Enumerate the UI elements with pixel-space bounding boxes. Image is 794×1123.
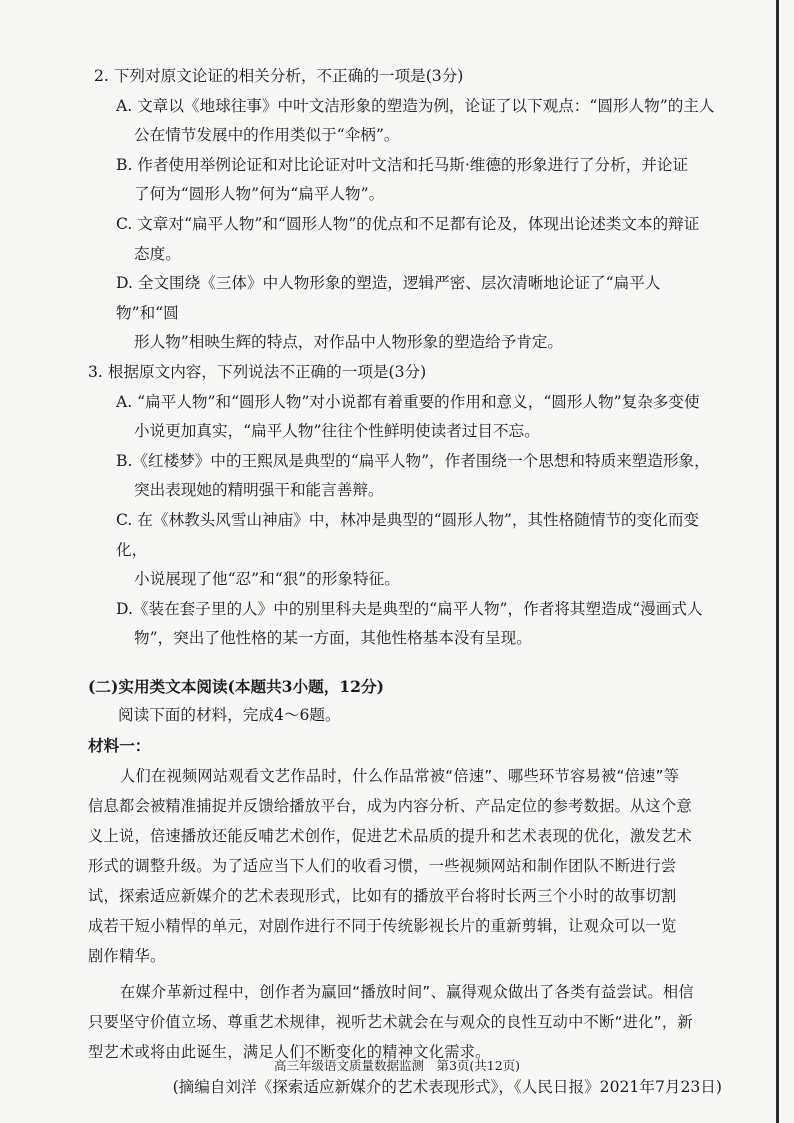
question-stem: 3. 根据原文内容，下列说法不正确的一项是(3分) [88,362,427,381]
option-line: B.《红楼梦》中的王熙凤是典型的“扁平人物”，作者围绕一个思想和特质来塑造形象， [116,451,710,470]
option-line: B. 作者使用举例论证和对比论证对叶文洁和托马斯·维德的形象进行了分析，并论证 [116,155,689,174]
material-paragraph-1 [88,761,718,971]
option-c [116,506,718,595]
option-d [116,595,718,654]
text-line: 只要坚守价值立场、尊重艺术规律，视听艺术就会在与观众的良性互动中不断“进化”，新 [88,1012,693,1031]
page-edge-rule [776,0,779,1123]
section-instruction: 阅读下面的材料，完成4～6题。 [118,706,341,725]
material-label: 材料一： [88,736,151,756]
question-3 [88,358,718,654]
option-line: 公在情节发展中的作用类似于“伞柄”。 [134,126,400,145]
option-d [116,269,718,358]
text-line: 信息都会被精准捕捉并反馈给播放平台，成为内容分析、产品定位的参考数据。从这个意 [88,796,693,815]
option-line: 小说展现了他“忍”和“狠”的形象特征。 [134,570,400,589]
option-line: A. 文章以《地球往事》中叶文洁形象的塑造为例，论证了以下观点：“圆形人物”的主人 [116,96,715,115]
option-line: 突出表现她的精明强干和能言善辩。 [134,481,384,500]
text-line: 形式的调整升级。为了适应当下人们的收看习惯，一些视频网站和制作团队不断进行尝 [88,856,677,875]
page-footer: 高三年级语文质量数据监测 第3页(共12页) [273,1058,521,1073]
material-paragraph-2 [88,977,718,1067]
option-b [116,151,718,210]
option-line: 小说更加真实，“扁平人物”往往个性鲜明使读者过目不忘。 [134,422,540,441]
option-line: 了何为“圆形人物”何为“扁平人物”。 [134,185,385,204]
option-line: C. 在《林教头风雪山神庙》中，林冲是典型的“圆形人物”，其性格随情节的变化而变化， [116,510,700,559]
page-content [88,62,722,1102]
question-stem: 2. 下列对原文论证的相关分析，不正确的一项是(3分) [94,67,464,85]
option-c [116,210,718,269]
reading-section [88,672,722,1102]
option-line: 态度。 [134,244,181,263]
option-line: D.《装在套子里的人》中的别里科夫是典型的“扁平人物”，作者将其塑造成“漫画式人 [116,599,703,618]
question-2 [88,62,718,358]
option-a [116,388,718,447]
text-line: 人们在视频网站观看文艺作品时，什么作品常被“倍速”、哪些环节容易被“倍速”等 [120,766,680,785]
option-line: 物”，突出了他性格的某一方面，其他性格基本没有呈现。 [134,629,532,648]
source-citation: (摘编自刘洋《探索适应新媒介的艺术表现形式》，《人民日报》2021年7月23日) [172,1077,722,1096]
text-line: 型艺术或将由此诞生，满足人们不断变化的精神文化需求。 [88,1042,491,1061]
text-line: 成若干短小精悍的单元，对剧作进行不同于传统影视长片的重新剪辑，让观众可以一览 [88,916,677,935]
option-a [116,92,718,151]
text-line: 试，探索适应新媒介的艺术表现形式，比如有的播放平台将时长两三个小时的故事切割 [88,886,677,905]
text-line: 在媒介革新过程中，创作者为赢回“播放时间”、赢得观众做出了各类有益尝试。相信 [120,982,694,1001]
option-line: D. 全文围绕《三体》中人物形象的塑造，逻辑严密、层次清晰地论证了“扁平人物”和“圆 [116,274,661,322]
option-line: A. “扁平人物”和“圆形人物”对小说都有着重要的作用和意义，“圆形人物”复杂多变使 [116,392,700,411]
text-line: 义上说，倍速播放还能反哺艺术创作，促进艺术品质的提升和艺术表现的优化，激发艺术 [88,826,693,845]
option-b [116,447,718,506]
option-line: C. 文章对“扁平人物”和“圆形人物”的优点和不足都有论及，体现出论述类文本的辩证 [116,214,700,233]
option-line: 形人物”相映生辉的特点，对作品中人物形象的塑造给予肯定。 [134,333,564,352]
section-title: (二)实用类文本阅读(本题共3小题，12分) [88,676,384,696]
text-line: 剧作精华。 [88,946,166,965]
